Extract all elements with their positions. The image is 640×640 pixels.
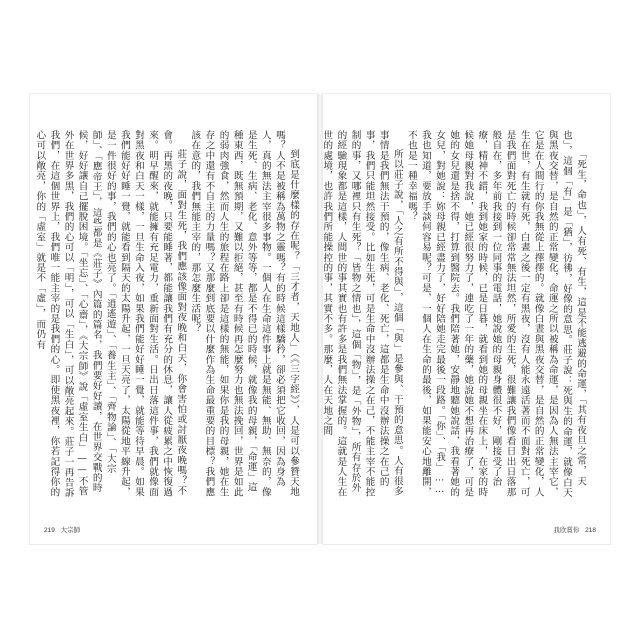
left-page-text: [34, 130, 300, 498]
paragraph: 莊子說，面對生死，我們應該像面對夜晚和白天，你會害怕或討厭夜晚嗎？不會。再黑的夜晚，只要能睡著，都能讓我們有充分的休息，讓人從疲累之中恢復過來。明早醒來，就能擁有充足電力，重新面對生活。日出日落這件事，我們就像面對黑夜和白天一樣，一旦生命入夜，如果我們能好好睡一覺，就能等待早晨。如果我們能好好睡一覺，就能看到隔天的太陽升起，一旦天亮了，太陽從地平線升起，是一件很好的事，我們的心也亮了。「逍遙遊」、「養生主」、「齊物論」、「大宗師」、「應帝王」，這些都是《莊子》內篇的篇名，我們要好好讀，在世界交戰的時候，好好讓自己擺脫困境。「坐忘」、「心齋」，《大宗師》說「虛室生白」——不管外在世界多黑，我們的心可以「明」，可以「生白」，可以敞亮起來。莊子一再告訴我們，在這個世界上，我們唯一能主宰的是我們的心。即使黑夜裡，你若記得你的心可以敞亮，你的「虛室」就是不「虛」，而仍有: [34, 130, 187, 498]
right-page-text: [321, 130, 587, 498]
left-page: [30, 94, 317, 544]
running-title: 我欣賞你: [553, 527, 580, 534]
right-page: [323, 94, 610, 544]
right-folio: [551, 525, 598, 534]
paragraph: 「死生，命也」，人有死、有生，這是不能逃避的命運，「其有夜旦之常，天也」，這個「有」是「猶」，彷彿，好像的意思。莊子說：死與生的命運，就像白天與黑夜交替，是自然的正常變化，命運之所以被稱為命運，是因為人無法主宰它，它是在人間行的你我無從上擇擇的。就像白晝與黑夜交替，是自然的正常變化，人生在世，有生就有死，白晝之後一定有黑夜，沒有人能永遠活著而不面對死亡，可是我們面對死亡的時候卻常常無法坦然，所愛的生死，很難讓我們像看日出日落那般自在，多年前我接到一位同事的電話，她說她的母親身體很不好，剛接受了治療，精神不錯，我到她家的時候，已是日暮，就看到她的母親坐在床上，在家的時候她母親對我說，她已經很努力了，連吃了一年的藥，她說她不想再治療了，可是她的女兒還是捨不得，打算到醫院去。我們陪著她，安靜地聽她說話，我看著她的女兒，對她說：妳母親已經盡力了，好好陪她走完最後一段路。「你」、「我」……我也知道，要放手談何容易呢？可是，一個人在生命的最後，如果能安心地離開，不也是一種幸福嗎？: [405, 130, 586, 498]
paragraph: 到底是什麼樣的存在呢？「三才者，天地人」（《三字經》），人是可以參贊天地嗎？人不是被稱為萬物之靈嗎？有的時候這樣驕矜，卻必須把它收回，因為身為人，真的無法主宰很多事物。一個人在生命這件事上就是無能、無助、無奈的，像是生死、生病、老化、意外等等，都是不得已的時候，就像我的母親，「命運」這種東西，既無預期，又難以拒絕，甚至有時候再怎麼努力也無法挽回，世界是如此的弱肉強食，然而人生的旅程在路上卻是這樣的無能，如果你是我的母親，她在生存之中還有不自主的力量嗎？又那麼到底要以什麼作為生命最重要的目標？我們應該在意的，我們無能主宰的，那怎麼生活呢？: [189, 130, 299, 498]
page-number: 219: [44, 527, 55, 534]
left-folio: [42, 525, 82, 534]
running-title: 大宗師: [60, 527, 81, 534]
paragraph: 所以莊子說，「人之有所不得與」，這個「與」是參與、干預的意思。人有很多事情是我們無法干預的，像生病、老化、死亡，這都是生命中沒辦法操之在己的事，我們只能坦然接受。比如生死，可是生命中沒辦法操之在己，不能主宰不能控制的事，又哪裡只有生死？「皆物之情也」，這個「物」，是「外物」，所有存於外的經驗現象都是這樣，人間世的事其實也有許多是我們無法掌握的。這就是人生在世的處境，也許我們所能操控的事，其實不多。那麼，人在天地之間: [321, 130, 403, 498]
page-number: 218: [585, 527, 596, 534]
